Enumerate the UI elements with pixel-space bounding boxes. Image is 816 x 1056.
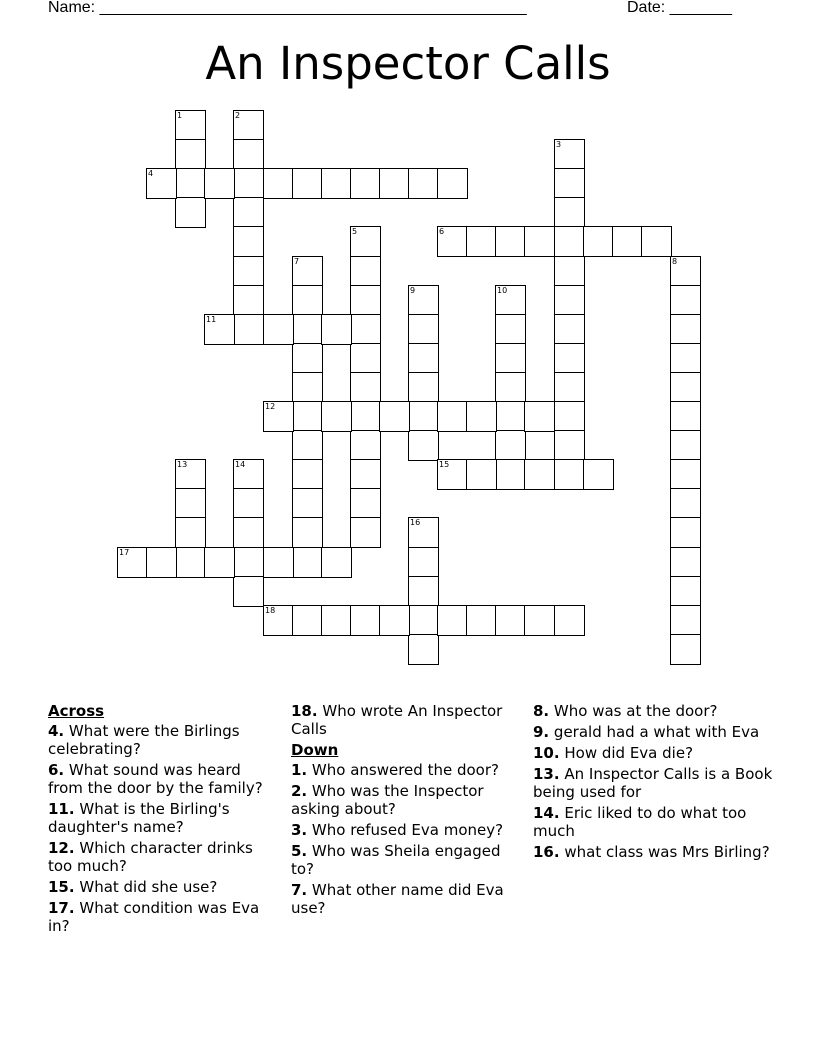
clue-item [48,761,280,797]
clue-number: 4. [48,722,65,740]
clue-text: Who refused Eva money? [311,821,504,839]
clue-text: Which character drinks too much? [48,839,253,875]
crossword-cell[interactable] [466,459,497,490]
crossword-cell[interactable] [350,401,381,432]
clue-number: 6. [48,761,65,779]
crossword-cell[interactable] [117,547,148,578]
clue-item [533,744,773,762]
clue-item [291,782,523,818]
crossword-cell[interactable] [554,343,585,374]
clue-number: 8. [533,702,550,720]
clue-number: 2. [291,782,308,800]
crossword-cell[interactable] [350,314,381,345]
clue-number-label: 12 [265,402,276,411]
crossword-cell[interactable] [524,459,555,490]
crossword-cell[interactable] [292,372,323,403]
clue-number: 7. [291,881,308,899]
crossword-cell[interactable] [670,576,701,607]
crossword-cell[interactable] [175,547,206,578]
clue-number-label: 17 [119,548,130,557]
clue-item [291,821,523,839]
clue-column-3 [533,702,773,864]
clue-column-2 [291,702,523,920]
clue-number: 13. [533,765,560,783]
crossword-cell[interactable] [233,488,264,519]
clue-text: Who was Sheila engaged to? [291,842,501,878]
crossword-cell[interactable] [554,372,585,403]
crossword-cell[interactable] [495,314,526,345]
clue-text: Who was at the door? [553,702,718,720]
crossword-cell[interactable] [495,401,526,432]
crossword-cell[interactable] [204,547,235,578]
crossword-cell[interactable] [233,256,264,287]
crossword-cell[interactable] [350,256,381,287]
clue-number: 10. [533,744,560,762]
crossword-cell[interactable] [175,110,206,141]
crossword-cell[interactable] [495,226,526,257]
crossword-cell[interactable] [233,547,264,578]
crossword-cell[interactable] [292,168,323,199]
crossword-cell[interactable] [292,605,323,636]
clue-item [48,800,280,836]
clue-number-label: 1 [177,111,183,120]
crossword-cell[interactable] [408,343,439,374]
crossword-cell[interactable] [670,401,701,432]
crossword-cell[interactable] [670,430,701,461]
crossword-cell[interactable] [583,459,614,490]
crossword-cell[interactable] [350,372,381,403]
clue-item [291,702,523,738]
clue-number: 18. [291,702,318,720]
crossword-cell[interactable] [233,576,264,607]
clue-number: 11. [48,800,75,818]
crossword-cell[interactable] [554,226,585,257]
crossword-cell[interactable] [524,605,555,636]
clue-number-label: 6 [439,227,445,236]
crossword-cell[interactable] [466,226,497,257]
crossword-cell[interactable] [554,256,585,287]
crossword-cell[interactable] [408,168,439,199]
clue-text: What is the Birling's daughter's name? [48,800,230,836]
crossword-cell[interactable] [233,226,264,257]
crossword-cell[interactable] [670,459,701,490]
crossword-cell[interactable] [321,314,352,345]
crossword-cell[interactable] [408,372,439,403]
crossword-cell[interactable] [670,314,701,345]
clue-item [533,804,773,840]
clue-item [48,839,280,875]
clue-item [291,842,523,878]
crossword-cell[interactable] [379,401,410,432]
clue-item [48,899,280,935]
crossword-cell[interactable] [670,605,701,636]
clue-text: What were the Birlings celebrating? [48,722,240,758]
crossword-cell[interactable] [350,459,381,490]
clue-item [533,843,773,861]
crossword-cell[interactable] [495,343,526,374]
crossword-cell[interactable] [321,547,352,578]
crossword-cell[interactable] [408,285,439,316]
crossword-cell[interactable] [408,576,439,607]
crossword-cell[interactable] [670,343,701,374]
crossword-cell[interactable] [233,197,264,228]
clue-number: 3. [291,821,308,839]
clue-text: What did she use? [79,878,218,896]
clue-text: What condition was Eva in? [48,899,260,935]
crossword-cell[interactable] [350,488,381,519]
clue-text: what class was Mrs Birling? [564,843,770,861]
clue-item [48,722,280,758]
clue-number: 15. [48,878,75,896]
crossword-cell[interactable] [292,314,323,345]
crossword-cell[interactable] [292,401,323,432]
crossword-cell[interactable] [437,168,468,199]
crossword-cell[interactable] [524,401,555,432]
clue-number-label: 8 [672,257,678,266]
crossword-cell[interactable] [350,430,381,461]
crossword-cell[interactable] [292,256,323,287]
crossword-cell[interactable] [408,401,439,432]
crossword-cell[interactable] [175,197,206,228]
crossword-cell[interactable] [292,488,323,519]
crossword-cell[interactable] [670,256,701,287]
crossword-cell[interactable] [204,168,235,199]
crossword-cell[interactable] [554,430,585,461]
clue-number-label: 13 [177,460,188,469]
crossword-cell[interactable] [554,401,585,432]
crossword-cell[interactable] [670,634,701,665]
clue-text: How did Eva die? [564,744,694,762]
crossword-cell[interactable] [146,168,177,199]
crossword-cell[interactable] [408,314,439,345]
crossword-cell[interactable] [408,634,439,665]
clue-number-label: 4 [148,169,154,178]
crossword-cell[interactable] [233,314,264,345]
crossword-cell[interactable] [554,314,585,345]
clue-text: gerald had a what with Eva [553,723,760,741]
clue-number-label: 2 [235,111,241,120]
crossword-cell[interactable] [408,605,439,636]
crossword-cell[interactable] [641,226,672,257]
clue-number-label: 9 [410,286,416,295]
clue-number-label: 5 [352,227,358,236]
crossword-cell[interactable] [233,285,264,316]
crossword-cell[interactable] [437,459,468,490]
crossword-cell[interactable] [175,168,206,199]
crossword-cell[interactable] [554,459,585,490]
clue-section-heading: Across [48,702,105,720]
crossword-cell[interactable] [379,168,410,199]
clue-number-label: 7 [294,257,300,266]
crossword-cell[interactable] [495,285,526,316]
crossword-cell[interactable] [437,226,468,257]
name-field-label: Name: ________________________________________________ [48,0,527,16]
clue-item [291,761,523,779]
clue-item [533,765,773,801]
crossword-cell[interactable] [408,517,439,548]
crossword-cell[interactable] [408,547,439,578]
crossword-cell[interactable] [292,285,323,316]
crossword-cell[interactable] [350,285,381,316]
crossword-cell[interactable] [495,430,526,461]
crossword-cell[interactable] [437,605,468,636]
crossword-cell[interactable] [670,488,701,519]
crossword-cell[interactable] [437,401,468,432]
clue-text: Who was the Inspector asking about? [291,782,484,818]
clue-number-label: 10 [497,286,508,295]
crossword-cell[interactable] [350,168,381,199]
crossword-cell[interactable] [495,605,526,636]
clue-number: 17. [48,899,75,917]
crossword-cell[interactable] [292,459,323,490]
clue-item [291,881,523,917]
crossword-cell[interactable] [263,168,294,199]
clue-number-label: 14 [235,460,246,469]
crossword-cell[interactable] [292,343,323,374]
clue-number: 14. [533,804,560,822]
crossword-cell[interactable] [554,605,585,636]
clue-number-label: 11 [206,315,217,324]
crossword-cell[interactable] [321,401,352,432]
crossword-cell[interactable] [350,343,381,374]
clue-number: 5. [291,842,308,860]
crossword-cell[interactable] [554,168,585,199]
puzzle-title: An Inspector Calls [205,37,611,90]
clue-number: 16. [533,843,560,861]
clue-text: Eric liked to do what too much [533,804,747,840]
date-field-label: Date: _______ [627,0,732,16]
crossword-cell[interactable] [292,517,323,548]
crossword-cell[interactable] [466,605,497,636]
crossword-cell[interactable] [554,285,585,316]
crossword-cell[interactable] [233,517,264,548]
clue-item [533,702,773,720]
crossword-cell[interactable] [670,372,701,403]
clue-text: What sound was heard from the door by the family? [48,761,263,797]
crossword-cell[interactable] [175,139,206,170]
crossword-cell[interactable] [263,547,294,578]
crossword-cell[interactable] [524,226,555,257]
crossword-cell[interactable] [350,226,381,257]
crossword-cell[interactable] [292,430,323,461]
crossword-cell[interactable] [146,547,177,578]
clue-section-heading: Down [291,741,339,759]
crossword-cell[interactable] [495,372,526,403]
crossword-cell[interactable] [233,168,264,199]
clue-item [533,723,773,741]
clue-number-label: 3 [556,140,562,149]
crossword-cell[interactable] [670,285,701,316]
crossword-cell[interactable] [350,605,381,636]
crossword-cell[interactable] [292,547,323,578]
clue-number-label: 16 [410,518,421,527]
crossword-cell[interactable] [233,139,264,170]
crossword-cell[interactable] [263,401,294,432]
crossword-cell[interactable] [233,459,264,490]
clue-item [48,878,280,896]
crossword-cell[interactable] [554,197,585,228]
crossword-cell[interactable] [175,488,206,519]
crossword-cell[interactable] [350,517,381,548]
crossword-cell[interactable] [612,226,643,257]
clue-text: Who answered the door? [311,761,499,779]
crossword-cell[interactable] [233,110,264,141]
clue-number-label: 18 [265,606,276,615]
clue-number: 9. [533,723,550,741]
clue-text: Who wrote An Inspector Calls [291,702,503,738]
crossword-cell[interactable] [321,168,352,199]
crossword-cell[interactable] [204,314,235,345]
crossword-cell[interactable] [554,139,585,170]
clue-number: 1. [291,761,308,779]
crossword-cell[interactable] [466,401,497,432]
crossword-cell[interactable] [263,605,294,636]
crossword-cell[interactable] [408,430,439,461]
clue-number-label: 15 [439,460,450,469]
crossword-cell[interactable] [263,314,294,345]
clue-text: What other name did Eva use? [291,881,504,917]
clue-text: An Inspector Calls is a Book being used for [533,765,773,801]
clue-column-1 [48,702,280,938]
crossword-cell[interactable] [670,547,701,578]
crossword-cell[interactable] [583,226,614,257]
crossword-cell[interactable] [175,517,206,548]
crossword-cell[interactable] [495,459,526,490]
clue-number: 12. [48,839,75,857]
crossword-cell[interactable] [321,605,352,636]
crossword-cell[interactable] [670,517,701,548]
crossword-cell[interactable] [379,605,410,636]
crossword-cell[interactable] [175,459,206,490]
